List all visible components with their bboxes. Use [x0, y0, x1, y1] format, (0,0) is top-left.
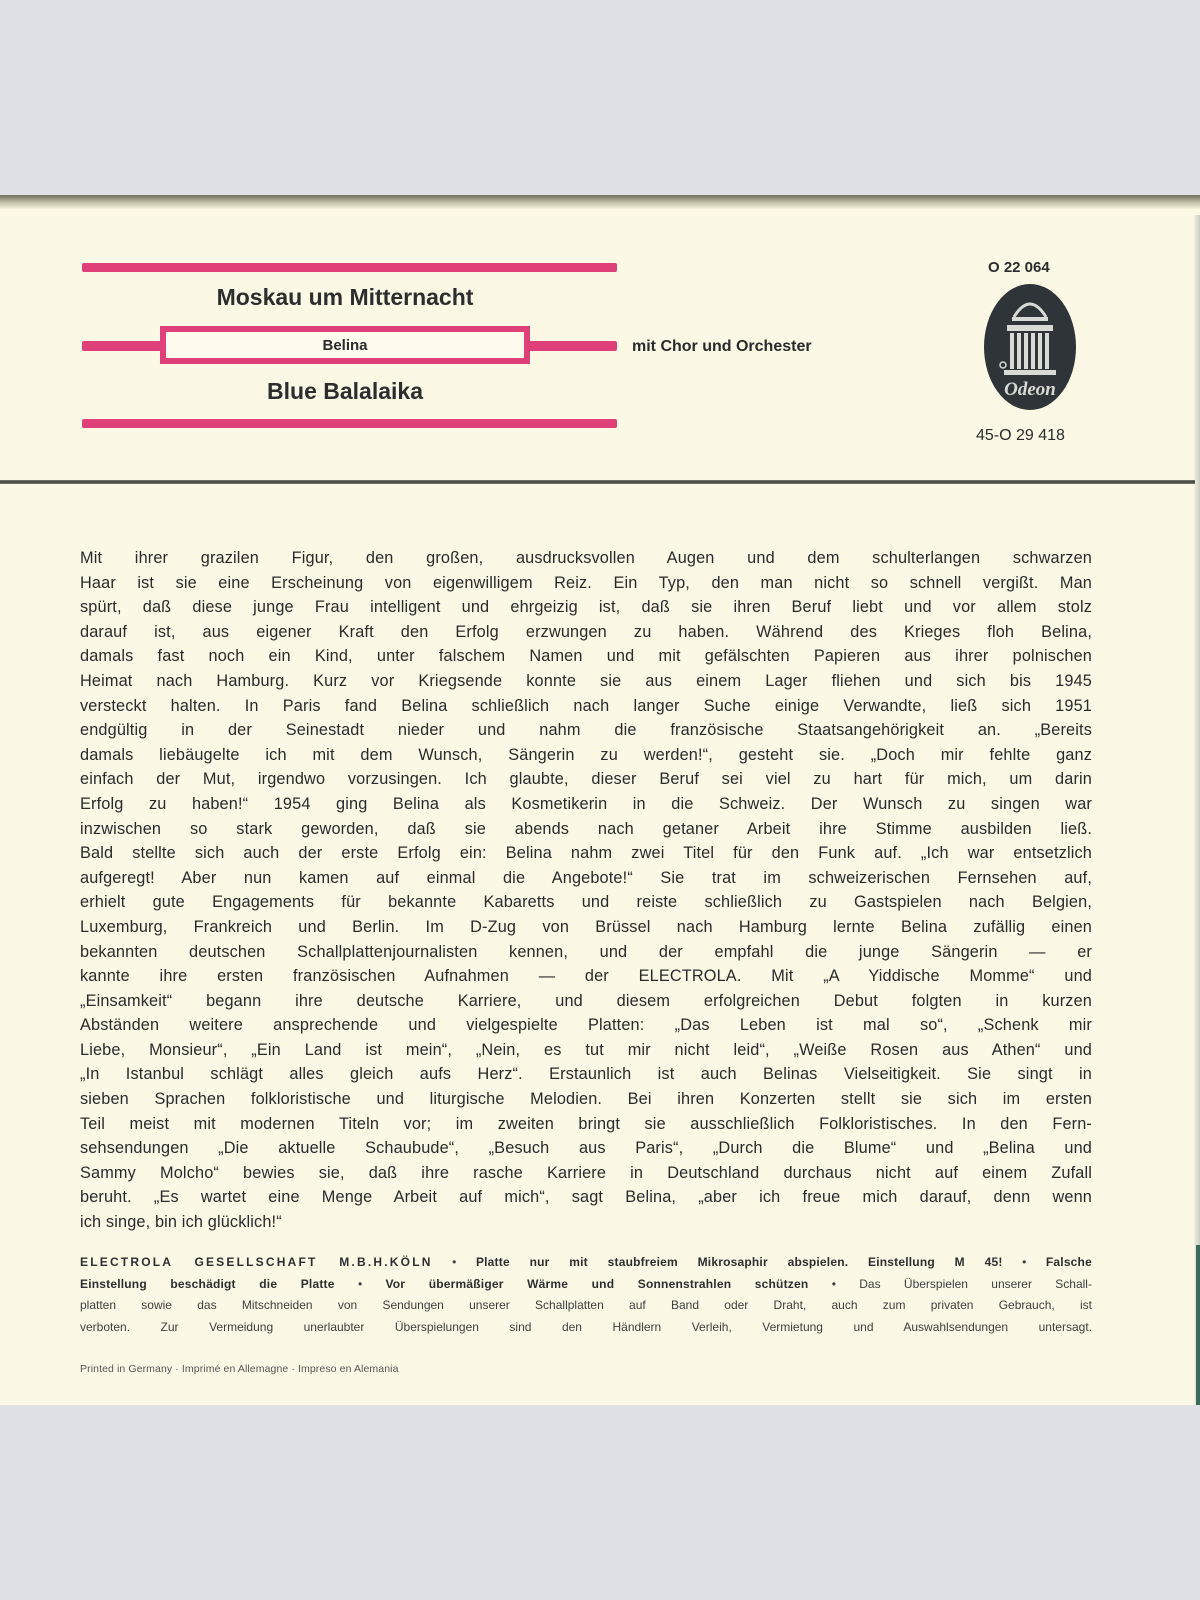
top-pink-stripe — [82, 263, 617, 272]
liner-notes-line: Heimat nach Hamburg. Kurz vor Kriegsende konnte sie aus einem Lager fliehen und sich bis 1945 — [80, 671, 1092, 690]
liner-notes — [80, 546, 1092, 1235]
legal-line-3: platten sowie das Mitschneiden von Sendungen unserer Schallplatten auf Band oder Draht, auch zum privaten Gebrauch, ist — [80, 1298, 1092, 1312]
artist-name-box — [160, 326, 530, 364]
legal-line-4: verboten. Zur Vermeidung unerlaubter Überspielungen sind den Händlern Verleih, Vermietung und Auswahlsendungen untersagt. — [80, 1319, 1092, 1334]
liner-notes-line: einfach der Mut, irgendwo vorzusingen. Ich glaubte, dieser Beruf sei viel zu hart für mich, um darin — [80, 770, 1092, 789]
liner-notes-line: Bald stellte sich auch der erste Erfolg ein: Belina nahm zwei Titel für den Funk auf. „Ich war entsetzlich — [80, 844, 1092, 863]
liner-notes-line: spürt, daß diese junge Frau intelligent und ehrgeizig ist, daß sie ihren Beruf liebt und vor allem stolz — [80, 598, 1092, 617]
side-b-title: Blue Balalaika — [267, 378, 423, 404]
sleeve-top-edge — [0, 195, 1200, 209]
copyright-notice-start: Das Überspielen unserer Schall- — [859, 1276, 1092, 1291]
sleeve-right-edge-shadow — [1196, 1245, 1200, 1405]
company-name: ELECTROLA GESELLSCHAFT M.B.H.KÖLN — [80, 1255, 433, 1269]
separator: • — [357, 1276, 363, 1291]
liner-notes-line: Erfolg zu haben!“ 1954 ging Belina als Kosmetikerin in die Schweiz. Der Wunsch zu singen war — [80, 794, 1092, 813]
side-a-title: Moskau um Mitternacht — [216, 284, 474, 310]
odeon-temple-logo-icon — [983, 283, 1077, 411]
separator: • — [1022, 1255, 1027, 1269]
separator: • — [452, 1255, 457, 1269]
legal-notice — [80, 1252, 1092, 1338]
record-sleeve-back — [0, 195, 1200, 1405]
liner-notes-line: damals liebäugelte ich mit dem Wunsch, Sängerin zu werden!“, gesteht sie. „Doch mir fehlte ganz — [80, 745, 1092, 764]
liner-notes-line: erhielt gute Engagements für bekannte Kabaretts und reiste schließlich zu Gastspielen nach Belgien, — [80, 893, 1092, 912]
liner-notes-line: versteckt halten. In Paris fand Belina schließlich nach langer Suche einige Verwandte, ließ sich 1951 — [80, 696, 1092, 715]
catalog-number-bottom: 45-O 29 418 — [976, 427, 1065, 444]
accompaniment-text: mit Chor und Orchester — [632, 338, 812, 355]
bottom-pink-stripe — [82, 419, 617, 428]
artist-name: Belina — [322, 336, 368, 354]
heat-warning: Vor übermäßiger Wärme und Sonnenstrahlen schützen — [385, 1276, 809, 1291]
liner-notes-line: inzwischen so stark geworden, daß sie abends nach getaner Arbeit ihre Stimme ausbilden ließ. — [80, 819, 1092, 838]
wrong-setting-notice-end: Einstellung beschädigt die Platte — [80, 1276, 335, 1291]
liner-notes-line: Sammy Molcho“ bewies sie, daß ihre rasche Karriere in Deutschland durchaus nicht auf einem Zufall — [80, 1163, 1092, 1182]
header-divider-line — [0, 480, 1195, 484]
printed-in-germany: Printed in Germany · Imprimé en Allemagne · Impreso en Alemania — [80, 1363, 399, 1375]
liner-notes-line: endgültig in der Seinestadt nieder und nahm die französische Staatsangehörigkeit an. „Bereits — [80, 721, 1092, 740]
liner-notes-line: sehsendungen „Die aktuelle Schaubude“, „Besuch aus Paris“, „Durch die Blume“ und „Belina und — [80, 1139, 1092, 1158]
liner-notes-line: Teil meist mit modernen Titeln vor; im zweiten bringt sie ausschließlich Folkloristisches. In den Fern- — [80, 1114, 1092, 1133]
middle-pink-stripe-left — [82, 341, 164, 351]
liner-notes-line: kannte ihre ersten französischen Aufnahmen — der ELECTROLA. Mit „A Yiddische Momme“ und — [80, 967, 1092, 986]
liner-notes-line: Abständen weitere ansprechende und vielgespielte Platten: „Das Leben ist mal so“, „Schenk mir — [80, 1016, 1092, 1035]
liner-notes-line: beruht. „Es wartet eine Menge Arbeit auf mich“, sagt Belina, „aber ich freue mich darauf, denn wenn — [80, 1188, 1092, 1207]
liner-notes-line: Liebe, Monsieur“, „Ein Land ist mein“, „Nein, es tut mir nicht leid“, „Weiße Rosen aus Athen“ und — [80, 1040, 1092, 1059]
liner-notes-line: ich singe, bin ich glücklich!“ — [80, 1213, 282, 1232]
legal-line-2 — [80, 1274, 1092, 1296]
wrong-setting-notice-start: Falsche — [1045, 1255, 1092, 1269]
playback-notice: Platte nur mit staubfreiem Mikrosaphir abspielen. Einstellung M 45! — [475, 1255, 1003, 1269]
liner-notes-line: sieben Sprachen folkloristische und liturgische Melodien. Bei ihren Konzerten stellt sie sich im ersten — [80, 1090, 1092, 1109]
liner-notes-line: „In Istanbul schlägt alles gleich aufs Herz“. Erstaunlich ist auch Belinas Vielseitigkeit. Sie singt in — [80, 1065, 1092, 1084]
legal-line-1 — [80, 1252, 1092, 1274]
svg-text:Odeon: Odeon — [1004, 379, 1056, 400]
sleeve-right-edge — [1194, 215, 1200, 1405]
catalog-number-top: O 22 064 — [988, 259, 1050, 276]
liner-notes-line: Mit ihrer grazilen Figur, den großen, ausdrucksvollen Augen und dem schulterlangen schwarzen — [80, 549, 1092, 567]
middle-pink-stripe-right — [526, 341, 617, 351]
liner-notes-line: darauf ist, aus eigener Kraft den Erfolg erzwungen zu haben. Während des Krieges floh Belina, — [80, 622, 1092, 641]
separator: • — [831, 1276, 836, 1291]
liner-notes-line: „Einsamkeit“ begann ihre deutsche Karriere, und diesem erfolgreichen Debut folgten in kurzen — [80, 991, 1092, 1010]
liner-notes-line: Luxemburg, Frankreich und Berlin. Im D-Zug von Brüssel nach Hamburg lernte Belina zufällig einen — [80, 917, 1092, 936]
liner-notes-line: damals fast noch ein Kind, unter falschem Namen und mit gefälschten Papieren aus ihrer polnischen — [80, 647, 1092, 666]
liner-notes-line: bekannten deutschen Schallplattenjournalisten kennen, und der empfahl die junge Sängerin — er — [80, 942, 1092, 961]
liner-notes-line: aufgeregt! Aber nun kamen auf einmal die Angebote!“ Sie trat im schweizerischen Fernsehen auf, — [80, 868, 1092, 887]
liner-notes-line: Haar ist sie eine Erscheinung von eigenwilligem Reiz. Ein Typ, den man nicht so schnell vergißt. Man — [80, 573, 1092, 592]
